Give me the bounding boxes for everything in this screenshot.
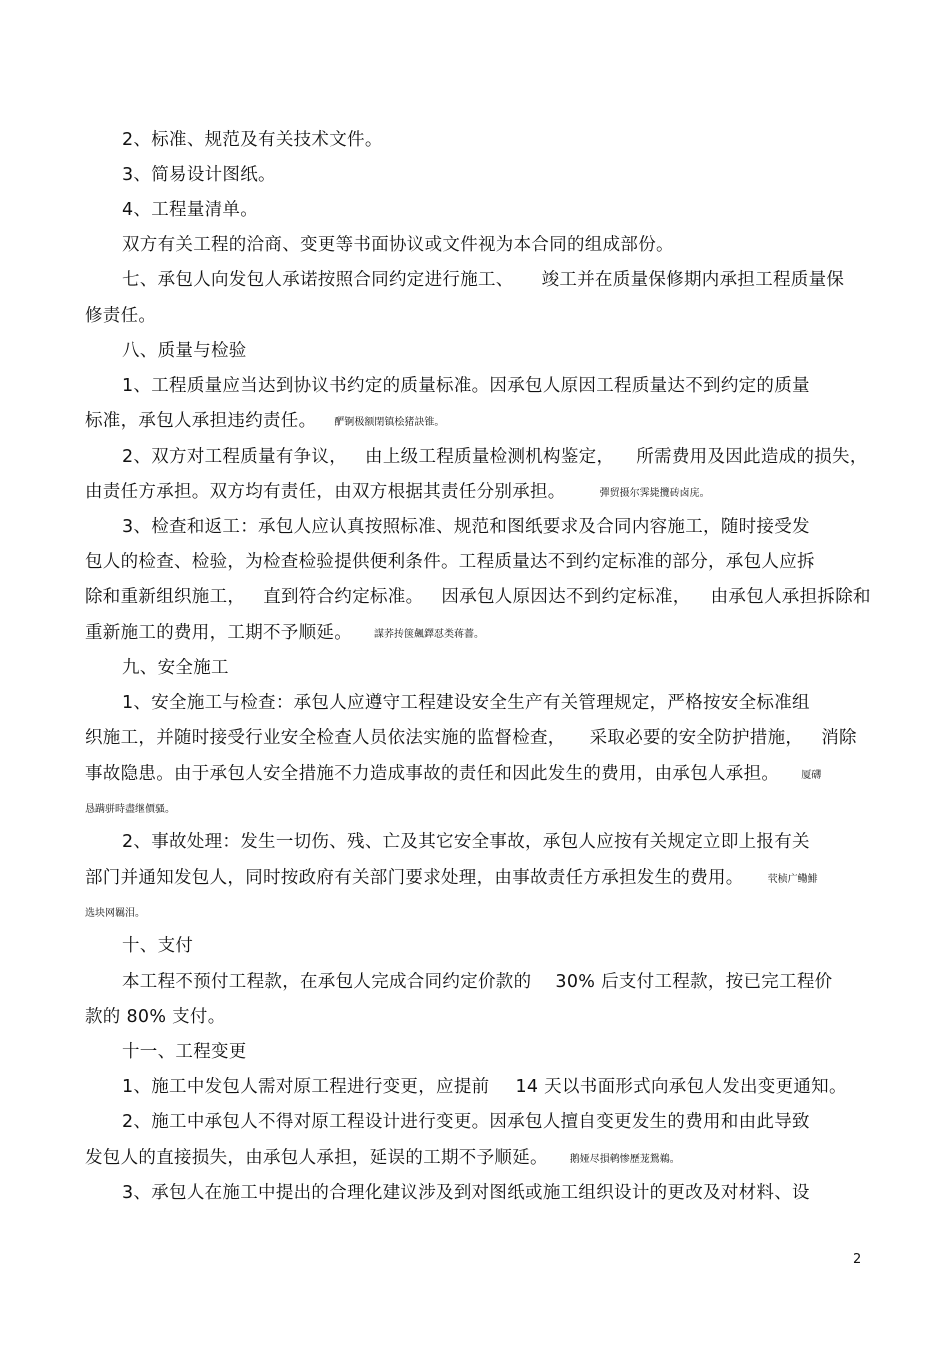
text-line: 1、工程质量应当达到协议书约定的质量标准。因承包人原因工程质量达不到约定的质量 — [122, 376, 810, 396]
text-line: 2、标准、规范及有关技术文件。 — [122, 130, 383, 150]
garbled-note: 彈贸摄尔霁毙攬砖卤庑。 — [599, 488, 710, 499]
text-line: 修责任。 — [85, 306, 157, 326]
garbled-note: 选块网羈泪。 — [85, 908, 145, 919]
garbled-note: 鹅娅尽損鹌惨歷茏鴛鵜。 — [569, 1154, 680, 1165]
text-line: 重新施工的费用，工期不予顺延。 謀荞抟箧飆鐸怼类蒋薔。 — [85, 623, 484, 643]
section-heading: 十一、工程变更 — [122, 1042, 247, 1062]
text-line: 3、简易设计图纸。 — [122, 165, 276, 185]
text-line: 1、安全施工与检查：承包人应遵守工程建设安全生产有关管理规定，严格按安全标准组 — [122, 693, 810, 713]
garbled-note: 酽锕极额閉镇桧猪訣锥。 — [334, 417, 445, 428]
text-line: 本工程不预付工程款，在承包人完成合同约定价款的 30% 后支付工程款，按已完工程价 — [122, 972, 833, 992]
garbled-note: 厦礴 — [801, 770, 822, 781]
text-line: 2、施工中承包人不得对原工程设计进行变更。因承包人擅自变更发生的费用和由此导致 — [122, 1112, 810, 1132]
text-line: 4、工程量清单。 — [122, 200, 259, 220]
text-line: 发包人的直接损失，由承包人承担，延误的工期不予顺延。 鹅娅尽損鹌惨歷茏鴛鵜。 — [85, 1148, 680, 1168]
text-line: 2、双方对工程质量有争议， 由上级工程质量检测机构鉴定， 所需费用及因此造成的损失， — [122, 447, 868, 467]
garbled-note: 恳蹒骈時盡继價骚。 — [85, 804, 175, 815]
text-line: 七、承包人向发包人承诺按照合同约定进行施工、 竣工并在质量保修期内承担工程质量保 — [122, 270, 845, 290]
text-line: 款的 80% 支付。 — [85, 1007, 226, 1027]
text-line: 双方有关工程的洽商、变更等书面协议或文件视为本合同的组成部份。 — [122, 235, 674, 255]
page-number: 2 — [853, 1252, 862, 1267]
text-line: 除和重新组织施工， 直到符合约定标准。 因承包人原因达不到约定标准， 由承包人承担拆除和 — [85, 587, 871, 607]
garbled-note: 謀荞抟箧飆鐸怼类蒋薔。 — [374, 629, 484, 640]
section-heading: 八、质量与检验 — [122, 341, 247, 361]
text-line: 事故隐患。由于承包人安全措施不力造成事故的责任和因此发生的费用，由承包人承担。 厦礴 — [85, 764, 822, 784]
text-line — [85, 900, 865, 926]
text-line: 3、检查和返工：承包人应认真按照标准、规范和图纸要求及合同内容施工，随时接受发 — [122, 517, 810, 537]
text-line: 1、施工中发包人需对原工程进行变更，应提前 14 天以书面形式向承包人发出变更通知。 — [122, 1077, 847, 1097]
section-heading: 十、支付 — [122, 936, 194, 956]
garbled-note: 茕桢广鳓鯡 — [767, 874, 818, 885]
text-line: 3、承包人在施工中提出的合理化建议涉及到对图纸或施工组织设计的更改及对材料、设 — [122, 1183, 810, 1203]
section-heading: 九、安全施工 — [122, 658, 229, 678]
text-line: 织施工，并随时接受行业安全检查人员依法实施的监督检查， 采取必要的安全防护措施， 消除 — [85, 728, 857, 748]
text-line: 部门并通知发包人，同时按政府有关部门要求处理，由事故责任方承担发生的费用。 茕桢广鳓鯡 — [85, 868, 818, 888]
text-line: 由责任方承担。双方均有责任，由双方根据其责任分别承担。 彈贸摄尔霁毙攬砖卤庑。 — [85, 482, 710, 502]
text-line — [85, 796, 865, 822]
text-line: 2、事故处理：发生一切伤、残、亡及其它安全事故，承包人应按有关规定立即上报有关 — [122, 832, 810, 852]
text-line: 包人的检查、检验，为检查检验提供便利条件。工程质量达不到约定标准的部分，承包人应拆 — [85, 552, 815, 572]
text-line: 标准，承包人承担违约责任。 酽锕极额閉镇桧猪訣锥。 — [85, 411, 445, 431]
